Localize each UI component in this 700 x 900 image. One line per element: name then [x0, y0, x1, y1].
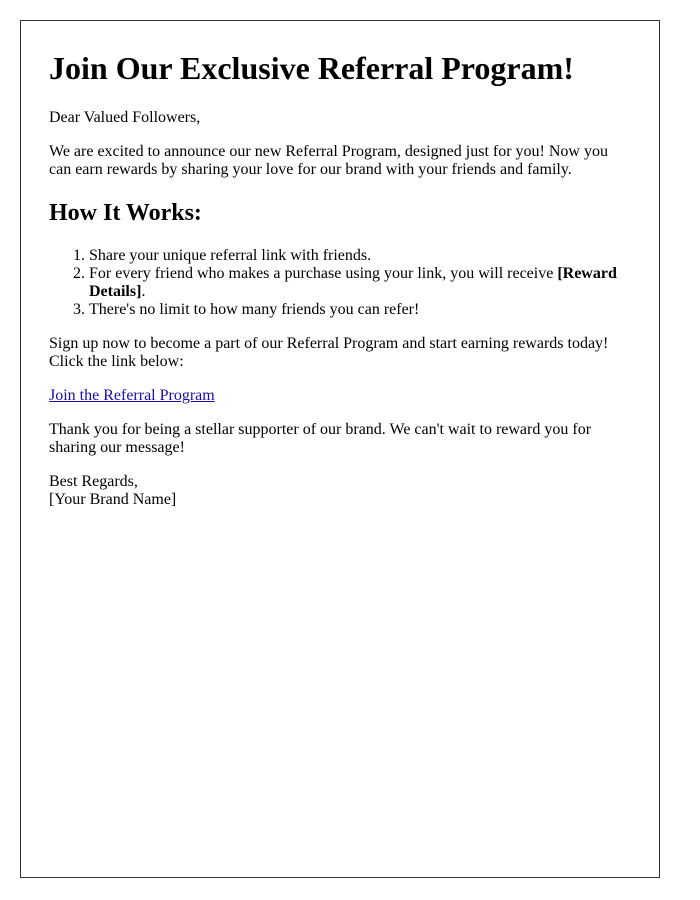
step-suffix: . — [141, 283, 146, 300]
signoff — [49, 473, 631, 509]
step-text: For every friend who makes a purchase using your link, you will receive — [89, 265, 558, 282]
link-paragraph — [49, 387, 631, 405]
step-text: There's no limit to how many friends you can refer! — [89, 301, 420, 318]
page-title: Join Our Exclusive Referral Program! — [49, 50, 574, 86]
greeting: Dear Valued Followers, — [49, 109, 201, 126]
how-it-works-heading: How It Works: — [49, 200, 202, 226]
list-item — [89, 265, 631, 301]
steps-list — [49, 247, 631, 319]
intro-paragraph: We are excited to announce our new Referral Program, designed just for you! Now you can earn rewards by sharing your love for our brand with your friends and family. — [49, 143, 608, 178]
signature: [Your Brand Name] — [49, 491, 177, 508]
reward-details: [Reward Details] — [89, 265, 617, 300]
letter-page — [20, 20, 660, 878]
list-item — [89, 247, 631, 265]
list-item — [89, 301, 631, 319]
step-text: Share your unique referral link with friends. — [89, 247, 372, 264]
thanks-paragraph: Thank you for being a stellar supporter of our brand. We can't wait to reward you for sharing our message! — [49, 421, 592, 456]
cta-paragraph: Sign up now to become a part of our Referral Program and start earning rewards today! Click the link below: — [49, 335, 609, 370]
join-referral-link[interactable]: Join the Referral Program — [49, 387, 215, 404]
closing: Best Regards, — [49, 473, 138, 490]
